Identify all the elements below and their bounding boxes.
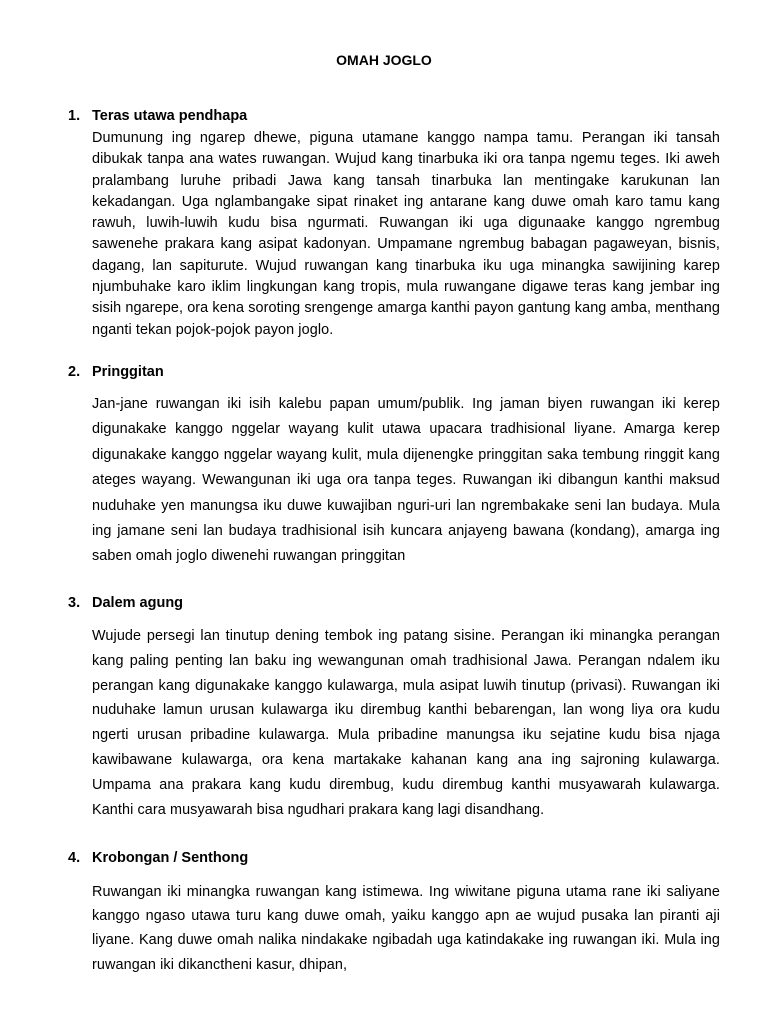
section-paragraph-teras: Dumunung ing ngarep dhewe, piguna utamane kanggo nampa tamu. Perangan iki tansah dibukak tanpa ana wates ruwangan. Wujud kang tinarbuka iki ora tanpa ngemu teges. Iki aweh pralambang luruhe pribadi Jawa kang tansah tinarbuka lan mentingake karukunan lan kekadangan. Uga nglambangake sipat rinaket ing antarane kang duwe omah karo tamu kang rawuh, luwih-luwih kudu bisa ngurmati. Ruwangan iki uga digunaake kanggo ngrembug sawenehe prakara kang asipat kadonyan. Umpamane ngrembug babagan pagaweyan, bisnis, dagang, lan sapiturute. Wujud ruwangan kang tinarbuka iku uga minangka sawijining karep njumbuhake karo iklim lingkungan kang tropis, mula ruwangane digawe teras kang jembar ing sisih ngarepe, ora kena soroting srengenge amarga kanthi payon gantung kang amba, menthang nganti tekan pojok-pojok payon joglo. [92,130,720,338]
section-heading-pringgitan [68,362,164,382]
section-heading-text: Pringgitan [92,364,164,380]
section-paragraph-krobongan: Ruwangan iki minangka ruwangan kang istimewa. Ing wiwitane piguna utama rane iki saliyane kanggo ngaso utawa turu kang duwe omah, yaiku kanggo apn ae wujud pusaka lan piranti aji liyane. Kang duwe omah nalika nindakake ngibadah uga katindakake ing ruwangan iki. Mula ing ruwangan iki dikanctheni kasur, dhipan, [92,884,720,973]
section-paragraph-dalem-agung: Wujude persegi lan tinutup dening tembok ing patang sisine. Perangan iki minangka perangan kang paling penting lan baku ing wewangunan omah tradhisional Jawa. Perangan ndalem iku perangan kang digunakake kanggo kulawarga, mula asipat luwih tinutup (privasi). Ruwangan iki nuduhake lamun urusan kulawarga iku dirembug kanthi bebarengan, lan wong liya ora kudu ngerti urusan pribadine kulawarga. Mula pribadine manungsa iku sejatine kudu bisa njaga kawibawane kulawarga, ora kena martakake kahanan kang ana ing sajroning kulawarga. Umpama ana prakara kang kudu dirembug, kudu dirembug kanthi musyawarah kulawarga. Kanthi cara musyawarah bisa ngudhari prakara kang lagi disandhang. [92,628,720,818]
section-heading-text: Dalem agung [92,595,184,611]
section-heading-text: Teras utawa pendhapa [92,108,248,124]
section-heading-krobongan [68,848,248,868]
document-title: OMAH JOGLO [336,52,432,68]
section-heading-text: Krobongan / Senthong [92,850,249,866]
section-paragraph-pringgitan: Jan-jane ruwangan iki isih kalebu papan umum/publik. Ing jaman biyen ruwangan iki kerep digunakake kanggo nggelar wayang kulit utawa upacara tradhisional liyane. Amarga kerep digunakake kanggo nggelar wayang kulit, mula dijenengke pringgitan saka tembung ringgit kang ateges wayang. Wewangunan iki uga ora tanpa teges. Ruwangan iki dibangun kanthi maksud nuduhake yen manungsa iku duwe kuwajiban nguri-uri lan ngrembakake seni lan budaya. Mula ing jamane seni lan budaya tradhisional isih kuncara anjayeng bawana (kondang), amarga ing saben omah joglo diwenehi ruwangan pringgitan [92,396,720,565]
section-number: 3. [68,595,81,611]
section-heading-dalem-agung [68,593,183,613]
section-heading-teras [68,106,247,126]
section-number: 1. [68,108,81,124]
section-number: 2. [68,364,81,380]
section-number: 4. [68,850,81,866]
